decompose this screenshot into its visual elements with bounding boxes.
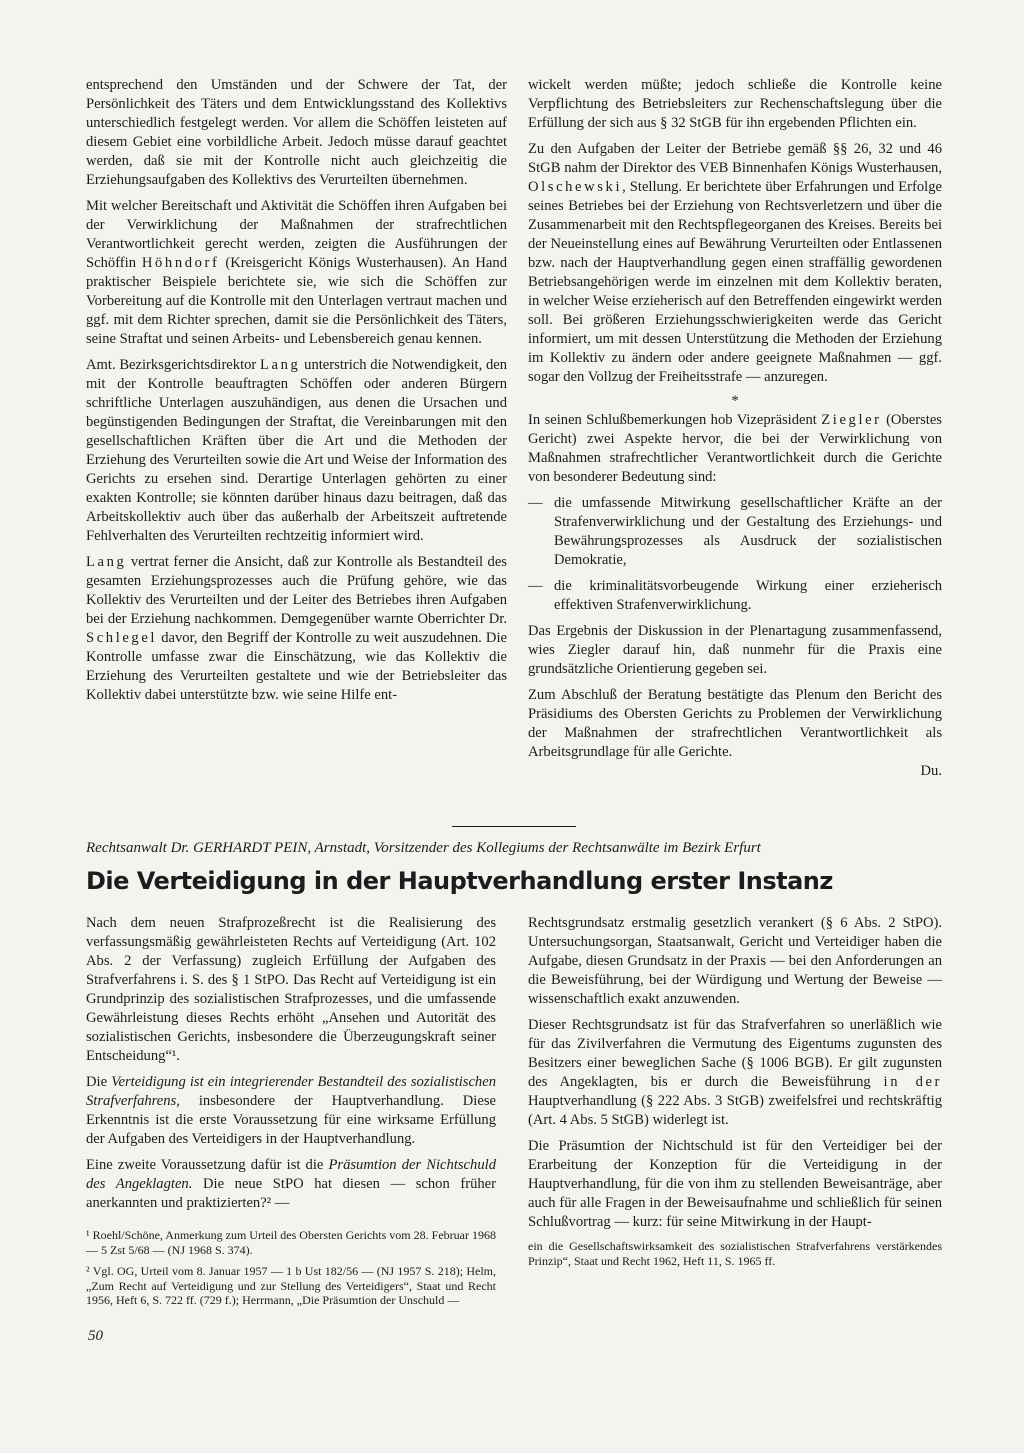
person-name: Lang [86,554,127,570]
person-name: Olschewski [528,179,623,195]
section-divider [452,826,576,827]
paragraph: Zum Abschluß der Beratung bestätigte das Plenum den Bericht des Präsidiums des Obersten Gerichts zu Problemen der Verwirklichung der Maßnahmen der strafrechtlichen Verantwortlichkeit als Arbeitsgrundlage für alle Gerichte. [528,687,942,760]
paragraph: Mit welcher Bereitschaft und Aktivität die Schöffen ihren Aufgaben bei der Verwirklichung der Maßnahmen der strafrechtlichen Verantwortlichkeit gerecht werden, zeigten die Ausführungen der Schöffin Höhndorf (Kreisgericht Königs Wusterhausen). An Hand praktischer Beispiele berichtete sie, wie sich die Schöffen zur Vorbereitung auf die Kontrolle mit den Unterlagen vertraut machen und ggf. mit dem Richter sprechen, damit sie die Persönlichkeit des Täters, seine Straftat und seinen Arbeits- und Lebensbereich genau kennen. [86,198,507,347]
report-column-left [86,76,507,705]
paragraph: Eine zweite Voraussetzung dafür ist die Präsumtion der Nichtschuld des Angeklagten. Die neue StPO hat diesen — schon früher anerkannten und praktizierten?² — [86,1157,496,1211]
report-column-right [528,76,942,781]
spaced-text: in der [883,1074,943,1090]
emphasis: Verteidigung ist ein integrierender Bestandteil des sozialistischen Strafverfahrens, [86,1074,496,1109]
paragraph: wickelt werden müßte; jedoch schließe die Kontrolle keine Verpflichtung des Betriebsleiters zur Rechenschaftslegung über die Erfüllung der sich aus § 32 StGB für ihn ergebenden Pflichten ein. [528,77,942,131]
author-byline: Rechtsanwalt Dr. GERHARDT PEIN, Arnstadt, Vorsitzender des Kollegiums der Rechtsanwälte im Bezirk Erfurt [86,840,761,856]
paragraph: Lang vertrat ferner die Ansicht, daß zur Kontrolle als Bestandteil des gesamten Erziehungsprozesses auch die Prüfung gehöre, wie das Kollektiv des Verurteilten und der Leiter des Betriebes ihren Aufgaben bei der Erziehung nachkommen. Demgegenüber warnte Oberrichter Dr. Schlegel davor, den Begriff der Kontrolle zu weit auszudehnen. Die Kontrolle umfasse zwar die Einschätzung, wie das Kollektiv die Erziehung des Verurteilten gestaltete und wie der Betriebsleiter das Kollektiv dabei unterstützte bzw. wie seine Hilfe ent- [86,554,508,703]
paragraph: Das Ergebnis der Diskussion in der Plenartagung zusammenfassend, wies Ziegler darauf hin, daß nunmehr für die Praxis eine grundsätzliche Orientierung gegeben sei. [528,623,942,677]
person-name: Schlegel [86,630,158,646]
paragraph: In seinen Schlußbemerkungen hob Vizepräsident Ziegler (Oberstes Gericht) zwei Aspekte hervor, die bei der Verwirklichung von Maßnahmen strafrechtlicher Verantwortlichkeit durch die Gerichte von besonderer Bedeutung sind: [528,412,942,485]
dash-bullet: — [528,495,543,511]
emphasis: Präsumtion der Nichtschuld des Angeklagten. [86,1157,496,1192]
paragraph: Nach dem neuen Strafprozeßrecht ist die Realisierung des verfassungsmäßig gewährleisteten Rechts auf Verteidigung (Art. 102 Abs. 2 der Verfassung) zugleich Erfüllung der Aufgaben des Strafverfahrens i. S. des § 1 StPO. Das Recht auf Verteidigung ist ein Grundprinzip des sozialistischen Strafprozesses, und die umfassende Gewährleistung dieses Rechts erhöht „Ansehen und Autorität des sozialistischen Gerichts, insbesondere die Überzeugungskraft seiner Entscheidung“¹. [86,915,496,1064]
paragraph: Dieser Rechtsgrundsatz ist für das Strafverfahren so unerläßlich wie für das Zivilverfahren die Vermutung des Eigentums zugunsten des Besitzers einer beweglichen Sache (§ 1006 BGB). Er gilt zugunsten des Angeklagten, bis er durch die Beweisführung in der Hauptverhandlung (§ 222 Abs. 3 StGB) zweifelsfrei und rechtskräftig (Art. 4 Abs. 5 StGB) widerlegt ist. [528,1017,943,1128]
footnote: ¹ Roehl/Schöne, Anmerkung zum Urteil des Obersten Gerichts vom 28. Februar 1968 — 5 Zst 5/68 — (NJ 1968 S. 374). [86,1228,496,1257]
list-item: — die umfassende Mitwirkung gesellschaftlicher Kräfte an der Strafenverwirklichung und der Gestaltung des Erziehungs- und Bewährungsprozesses als Ausdruck der sozialistischen Demokratie, [528,495,942,568]
article-column-left [86,914,496,1315]
paragraph: Die Verteidigung ist ein integrierender Bestandteil des sozialistischen Strafverfahrens, insbesondere der Hauptverhandlung. Diese Erkenntnis ist die erste Voraussetzung für eine wirksame Erfüllung der Aufgaben des Verteidigers in der Hauptverhandlung. [86,1074,496,1147]
list-item: — die kriminalitätsvorbeugende Wirkung einer erzieherisch effektiven Strafenverwirklichung. [528,578,942,613]
paragraph: Die Präsumtion der Nichtschuld ist für den Verteidiger bei der Erarbeitung der Konzeption für die Verteidigung in der Hauptverhandlung, für die von ihm zu stellenden Beweisanträge, aber auch für alle Fragen in der Beweisaufnahme und schließlich für seinen Schlußvortrag — kurz: für seine Mitwirkung in der Haupt- [528,1138,942,1230]
paragraph: Rechtsgrundsatz erstmalig gesetzlich verankert (§ 6 Abs. 2 StPO). Untersuchungsorgan, Staatsanwalt, Gericht und Verteidiger haben die Aufgabe, diesen Grundsatz in der Praxis — bei den Anforderungen an die Beweisführung, bei der Würdigung und Wertung der Beweise — wissenschaftlich exakt anzuwenden. [528,915,942,1007]
article-column-right [528,914,942,1275]
footnote: ² Vgl. OG, Urteil vom 8. Januar 1957 — 1 b Ust 182/56 — (NJ 1957 S. 218); Helm, „Zum Recht auf Verteidigung und zur Stellung des Verteidigers“, Staat und Recht 1956, Heft 6, S. 722 ff. (729 f.); Herrmann, „Die Präsumtion der Unschuld — [86,1264,496,1307]
paragraph: Zu den Aufgaben der Leiter der Betriebe gemäß §§ 26, 32 und 46 StGB nahm der Direktor des VEB Binnenhafen Königs Wusterhausen, Olschewski, Stellung. Er berichtete über Erfahrungen und Erfolge seines Betriebes bei der Erziehung von Rechtsverletzern und über die Zusammenarbeit mit den Rechtspflegeorganen des Kreises. Bereits bei der Neueinstellung eines auf Bewährung Verurteilten oder Entlassenen bzw. nach der Hauptverhandlung gegen einen straffällig gewordenen Betriebsangehörigen werde im einzelnen mit dem Kollektiv beraten, in welcher Weise erzieherisch auf den Betreffenden eingewirkt werden soll. Bei größeren Erziehungsschwierigkeiten werde das Gericht informiert, um mit dessen Unterstützung die Methoden der Erziehung im Kollektiv zu ändern oder andere geeignete Maßnahmen — ggf. sogar den Vollzug der Freiheitsstrafe — anzuregen. [528,141,942,385]
paragraph: entsprechend den Umständen und der Schwere der Tat, der Persönlichkeit des Täters und dem Entwicklungsstand des Kollektivs unterschiedlich festgelegt werden. Vor allem die Schöffen leisteten auf diesem Gebiet eine vorbildliche Arbeit. Jedoch müsse darauf geachtet werden, daß sie mit der Kontrolle nicht auch gleichzeitig die Erziehungsaufgaben des Kollektivs des Verurteilten übernehmen. [86,77,507,188]
section-separator-asterisk: * [731,393,739,409]
dash-bullet: — [528,578,543,594]
person-name: Ziegler [821,412,882,428]
author-signature: Du. [920,763,942,779]
person-name: Lang [260,357,301,373]
page-number: 50 [88,1328,103,1344]
person-name: Höhndorf [141,255,220,271]
paragraph: Amt. Bezirksgerichtsdirektor Lang unterstrich die Notwendigkeit, den mit der Kontrolle beauftragten Schöffen oder anderen Bürgern schriftliche Unterlagen auszuhändigen, aus denen die Ursachen und begünstigenden Bedingungen der Straftat, die Vereinbarungen mit den gesellschaftlichen Kräften über die Art und die Methoden der Erziehung des Verurteilten sowie die Art und Weise der Information des Gerichts zu ersehen sind. Derartige Unterlagen gehörten zu einer exakten Kontrolle; sie könnten darüber hinaus dazu beitragen, daß das Arbeitskollektiv auch über das außerhalb der Arbeitszeit auftretende Fehlverhalten des Verurteilten rechtzeitig informiert wird. [86,357,508,544]
footnote-continuation: ein die Gesellschaftswirksamkeit des sozialistischen Strafverfahrens verstärkendes Prinzip“, Staat und Recht 1962, Heft 11, S. 1965 ff. [528,1239,942,1268]
article-title: Die Verteidigung in der Hauptverhandlung erster Instanz [86,867,833,895]
